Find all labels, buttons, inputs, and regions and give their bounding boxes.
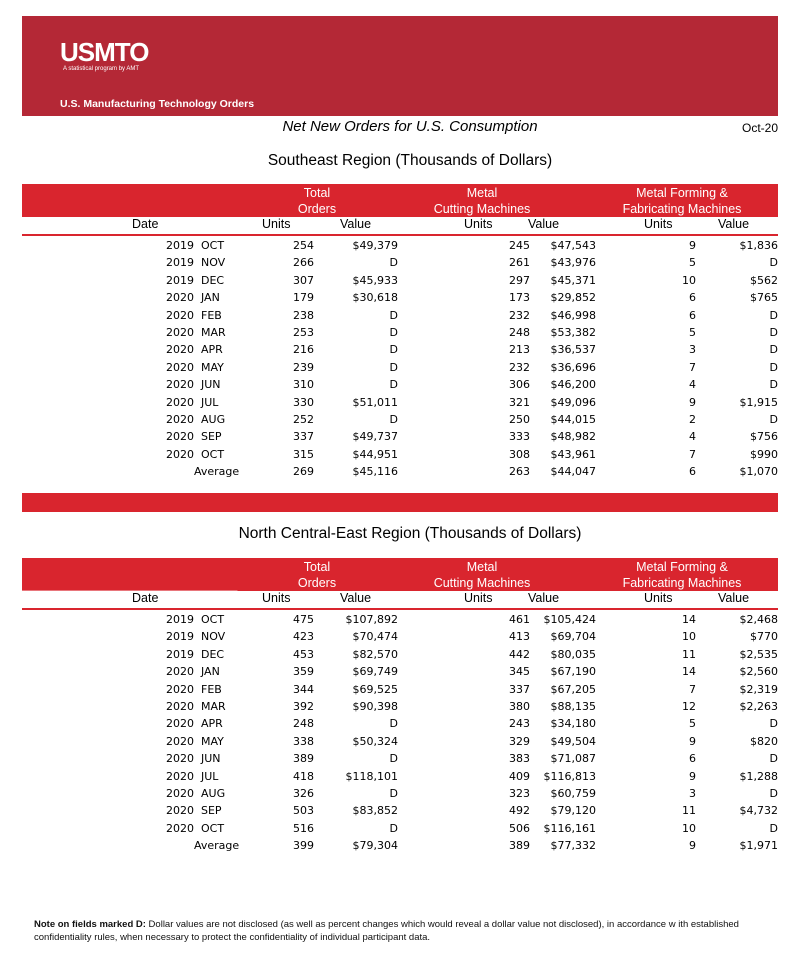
group-label-line2: Fabricating Machines — [622, 576, 742, 590]
group-metal-cutting — [422, 559, 542, 591]
table-row: 2019 NOV 266 D 261 $43,976 5 D — [166, 256, 778, 270]
table-row: 2020 MAR 392 $90,398 380 $88,135 12 $2,263 — [166, 699, 778, 713]
table-row: 2019 NOV 423 $70,474 413 $69,704 10 $770 — [166, 630, 778, 644]
banner-subtitle: U.S. Manufacturing Technology Orders — [60, 98, 255, 110]
group-label-line1: Metal Forming & — [636, 560, 728, 574]
report-period: Oct-20 — [741, 121, 778, 135]
table-row: 2020 JUN 310 D 306 $46,200 4 D — [166, 378, 778, 392]
header-rule — [22, 608, 778, 610]
north-central-east-region-title: North Central-East Region (Thousands of Dollars) — [238, 525, 582, 542]
north-central-east-rows — [22, 611, 778, 854]
table-row: 2019 DEC 453 $82,570 442 $80,035 11 $2,535 — [166, 647, 778, 661]
logo-tagline: A statistical program by AMT — [63, 66, 140, 72]
col-header-date: Date — [132, 591, 159, 605]
table-row: 2020 MAR 253 D 248 $53,382 5 D — [166, 325, 778, 339]
usmto-logo — [60, 39, 148, 73]
group-label-line2: Cutting Machines — [433, 202, 531, 216]
table-row: 2019 OCT 254 $49,379 245 $47,543 9 $1,836 — [166, 239, 778, 252]
table-row: 2020 APR 248 D 243 $34,180 5 D — [166, 717, 778, 731]
group-total-orders — [262, 559, 372, 591]
table-row: 2020 OCT 516 D 506 $116,161 10 D — [166, 821, 778, 835]
table-row: 2020 MAY 338 $50,324 329 $49,504 9 $820 — [166, 734, 778, 748]
logo-wordmark: USMTO — [60, 37, 149, 67]
group-label-line1: Metal — [466, 186, 498, 200]
table-row: 2020 AUG 252 D 250 $44,015 2 D — [166, 412, 778, 426]
group-label-line1: Total — [303, 560, 331, 574]
note-label: Note on fields marked D: — [34, 919, 146, 930]
table-row: 2020 FEB 344 $69,525 337 $67,205 7 $2,319 — [166, 682, 778, 696]
group-metal-cutting — [422, 185, 542, 217]
col-header-cutting-units: Units — [464, 217, 493, 231]
section-divider-band — [22, 493, 778, 512]
col-header-forming-value: Value — [718, 591, 750, 605]
group-total-orders — [262, 185, 372, 217]
col-header-forming-units: Units — [644, 217, 673, 231]
table-row: 2020 JUL 330 $51,011 321 $49,096 9 $1,915 — [166, 395, 778, 409]
group-label-line1: Metal — [466, 560, 498, 574]
table-row: 2020 APR 216 D 213 $36,537 3 D — [166, 343, 778, 357]
group-label-line2: Orders — [297, 202, 337, 216]
col-header-total-units: Units — [262, 217, 291, 231]
col-header-cutting-value: Value — [528, 217, 560, 231]
table-row: 2020 JUL 418 $118,101 409 $116,813 9 $1,288 — [166, 769, 778, 783]
document-title: Net New Orders for U.S. Consumption — [282, 118, 538, 135]
group-metal-forming — [602, 559, 762, 591]
group-label-line1: Metal Forming & — [636, 186, 728, 200]
group-label-line2: Fabricating Machines — [622, 202, 742, 216]
col-header-cutting-units: Units — [464, 591, 493, 605]
col-header-total-units: Units — [262, 591, 291, 605]
header-banner — [22, 16, 778, 116]
table-row: 2020 FEB 238 D 232 $46,998 6 D — [166, 308, 778, 322]
col-header-total-value: Value — [340, 217, 372, 231]
average-row: Average 399 $79,304 389 $77,332 9 $1,971 — [194, 839, 778, 853]
note-text: Dollar values are not disclosed (as well as percent changes which would reveal a dollar value not disclosed), in accordance w ith established confidentiality rules, when necessary to protect the confidentiality of individual participant data. — [34, 919, 739, 943]
table-row: 2020 AUG 326 D 323 $60,759 3 D — [166, 786, 778, 800]
table-row: 2020 MAY 239 D 232 $36,696 7 D — [166, 360, 778, 374]
table-row: 2020 JUN 389 D 383 $71,087 6 D — [166, 752, 778, 766]
table-row: 2019 OCT 475 $107,892 461 $105,424 14 $2,468 — [166, 613, 778, 626]
confidentiality-note — [34, 918, 774, 944]
col-header-forming-units: Units — [644, 591, 673, 605]
table-row: 2020 OCT 315 $44,951 308 $43,961 7 $990 — [166, 447, 778, 461]
group-label-line2: Orders — [297, 576, 337, 590]
table-row: 2020 JAN 179 $30,618 173 $29,852 6 $765 — [166, 291, 778, 305]
group-label-line1: Total — [303, 186, 331, 200]
col-header-date: Date — [132, 217, 159, 231]
col-header-total-value: Value — [340, 591, 372, 605]
header-rule — [22, 234, 778, 236]
col-header-forming-value: Value — [718, 217, 750, 231]
southeast-region-title: Southeast Region (Thousands of Dollars) — [267, 152, 553, 169]
col-header-cutting-value: Value — [528, 591, 560, 605]
group-label-line2: Cutting Machines — [433, 576, 531, 590]
table-row: 2020 JAN 359 $69,749 345 $67,190 14 $2,560 — [166, 665, 778, 679]
table-row: 2020 SEP 337 $49,737 333 $48,982 4 $756 — [166, 430, 778, 444]
average-row: Average 269 $45,116 263 $44,047 6 $1,070 — [194, 465, 778, 479]
group-metal-forming — [602, 185, 762, 217]
southeast-rows — [22, 237, 778, 480]
table-row: 2019 DEC 307 $45,933 297 $45,371 10 $562 — [166, 273, 778, 287]
table-row: 2020 SEP 503 $83,852 492 $79,120 11 $4,732 — [166, 804, 778, 818]
